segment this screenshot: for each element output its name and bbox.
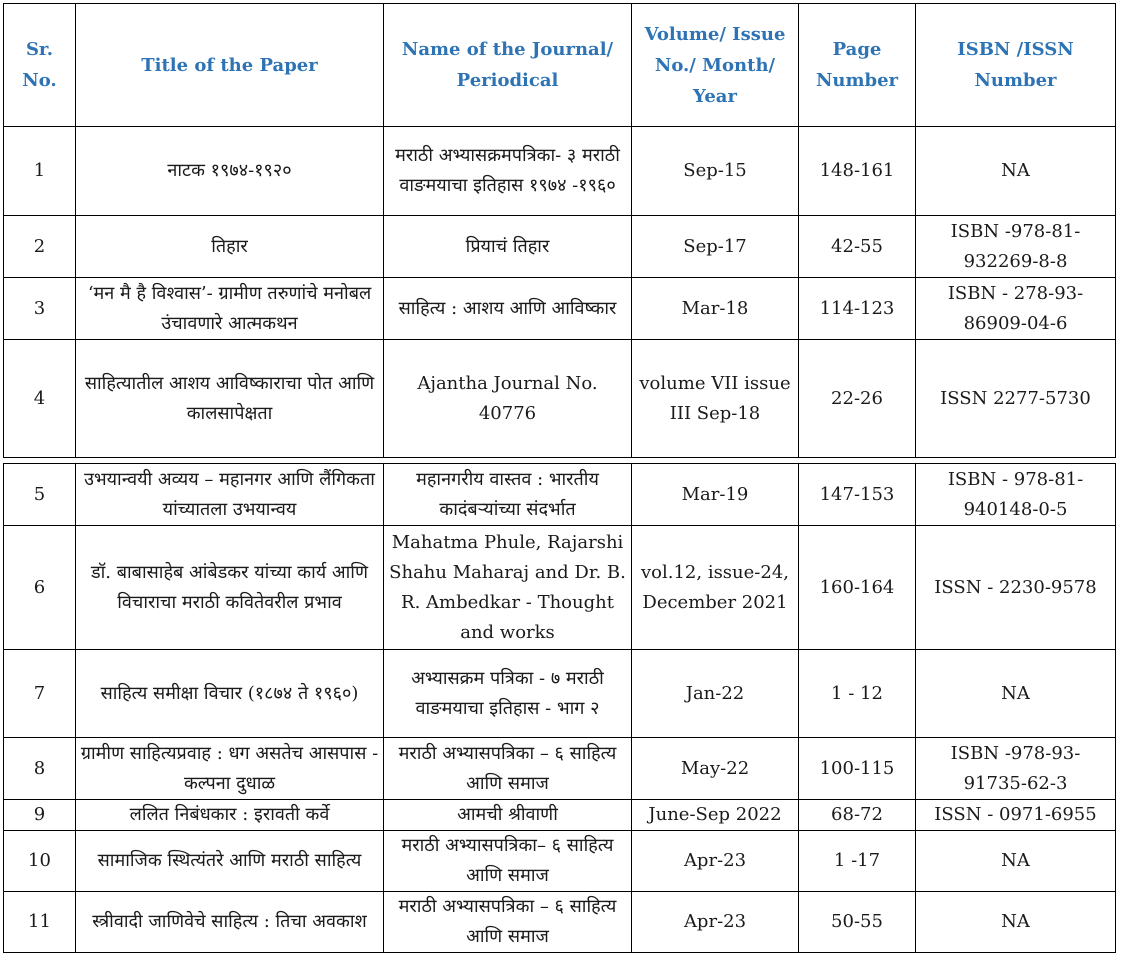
cell-page: 148-161: [799, 127, 916, 216]
cell-sr-no: 7: [4, 650, 76, 738]
header-title: Title of the Paper: [76, 4, 384, 127]
cell-title: उभयान्वयी अव्यय – महानगर आणि लैंगिकता यांच्यातला उभयान्वय: [76, 464, 384, 526]
cell-isbn: ISSN - 0971-6955: [916, 800, 1116, 831]
cell-journal: साहित्य : आशय आणि आविष्कार: [384, 278, 632, 340]
cell-journal: मराठी अभ्यासक्रमपत्रिका- ३ मराठी वाङमयाचा इतिहास १९७४ -१९६०: [384, 127, 632, 216]
cell-title: डॉ. बाबासाहेब आंबेडकर यांच्या कार्य आणि विचाराचा मराठी कवितेवरील प्रभाव: [76, 526, 384, 650]
cell-page: 114-123: [799, 278, 916, 340]
cell-sr-no: 3: [4, 278, 76, 340]
cell-journal: Ajantha Journal No. 40776: [384, 340, 632, 458]
publications-table: [3, 3, 1116, 953]
cell-sr-no: 2: [4, 216, 76, 278]
cell-title: सामाजिक स्थित्यंतरे आणि मराठी साहित्य: [76, 831, 384, 892]
cell-sr-no: 4: [4, 340, 76, 458]
cell-title: तिहार: [76, 216, 384, 278]
table-row: [4, 464, 1116, 526]
cell-journal: प्रियाचं तिहार: [384, 216, 632, 278]
cell-volume: vol.12, issue-24, December 2021: [632, 526, 799, 650]
cell-volume: volume VII issue III Sep-18: [632, 340, 799, 458]
header-journal: Name of the Journal/ Periodical: [384, 4, 632, 127]
cell-isbn: ISSN 2277-5730: [916, 340, 1116, 458]
cell-volume: Mar-19: [632, 464, 799, 526]
table-row: [4, 216, 1116, 278]
cell-title: साहित्यातील आशय आविष्काराचा पोत आणि कालसापेक्षता: [76, 340, 384, 458]
table-row: [4, 831, 1116, 892]
cell-page: 100-115: [799, 738, 916, 800]
cell-journal: आमची श्रीवाणी: [384, 800, 632, 831]
cell-page: 147-153: [799, 464, 916, 526]
cell-page: 1 - 12: [799, 650, 916, 738]
cell-volume: Apr-23: [632, 831, 799, 892]
cell-isbn: ISBN - 278-93-86909-04-6: [916, 278, 1116, 340]
cell-volume: Jan-22: [632, 650, 799, 738]
cell-page: 1 -17: [799, 831, 916, 892]
cell-sr-no: 9: [4, 800, 76, 831]
cell-journal: महानगरीय वास्तव : भारतीय कादंबऱ्यांच्या संदर्भात: [384, 464, 632, 526]
header-row: [4, 4, 1116, 127]
cell-page: 42-55: [799, 216, 916, 278]
cell-journal: मराठी अभ्यासपत्रिका– ६ साहित्य आणि समाज: [384, 831, 632, 892]
cell-isbn: NA: [916, 127, 1116, 216]
cell-page: 160-164: [799, 526, 916, 650]
cell-sr-no: 5: [4, 464, 76, 526]
table-row: [4, 738, 1116, 800]
cell-volume: Sep-15: [632, 127, 799, 216]
cell-journal: Mahatma Phule, Rajarshi Shahu Maharaj and Dr. B. R. Ambedkar - Thought and works: [384, 526, 632, 650]
header-volume: Volume/ Issue No./ Month/ Year: [632, 4, 799, 127]
cell-page: 50-55: [799, 892, 916, 953]
cell-title: नाटक १९७४-१९२०: [76, 127, 384, 216]
cell-isbn: ISBN -978-81-932269-8-8: [916, 216, 1116, 278]
cell-isbn: ISBN - 978-81-940148-0-5: [916, 464, 1116, 526]
cell-page: 22-26: [799, 340, 916, 458]
cell-volume: Apr-23: [632, 892, 799, 953]
cell-volume: May-22: [632, 738, 799, 800]
table-row: [4, 800, 1116, 831]
cell-volume: June-Sep 2022: [632, 800, 799, 831]
table-row: [4, 127, 1116, 216]
table-row: [4, 526, 1116, 650]
cell-title: ललित निबंधकार : इरावती कर्वे: [76, 800, 384, 831]
header-sr-no: Sr. No.: [4, 4, 76, 127]
cell-sr-no: 11: [4, 892, 76, 953]
cell-isbn: NA: [916, 892, 1116, 953]
cell-journal: अभ्यासक्रम पत्रिका - ७ मराठी वाङमयाचा इतिहास - भाग २: [384, 650, 632, 738]
table-row: [4, 892, 1116, 953]
cell-title: ग्रामीण साहित्यप्रवाह : धग असतेच आसपास - कल्पना दुधाळ: [76, 738, 384, 800]
cell-isbn: ISSN - 2230-9578: [916, 526, 1116, 650]
table-row: [4, 650, 1116, 738]
table-row: [4, 278, 1116, 340]
cell-title: ‘मन मै है विश्वास’- ग्रामीण तरुणांचे मनोबल उंचावणारे आत्मकथन: [76, 278, 384, 340]
cell-sr-no: 6: [4, 526, 76, 650]
cell-title: स्त्रीवादी जाणिवेचे साहित्य : तिचा अवकाश: [76, 892, 384, 953]
table-row: [4, 340, 1116, 458]
cell-isbn: NA: [916, 650, 1116, 738]
header-isbn-issn: ISBN /ISSN Number: [916, 4, 1116, 127]
cell-volume: Mar-18: [632, 278, 799, 340]
header-page-number: Page Number: [799, 4, 916, 127]
cell-volume: Sep-17: [632, 216, 799, 278]
cell-journal: मराठी अभ्यासपत्रिका – ६ साहित्य आणि समाज: [384, 738, 632, 800]
cell-isbn: NA: [916, 831, 1116, 892]
cell-sr-no: 1: [4, 127, 76, 216]
cell-isbn: ISBN -978-93-91735-62-3: [916, 738, 1116, 800]
cell-page: 68-72: [799, 800, 916, 831]
cell-journal: मराठी अभ्यासपत्रिका – ६ साहित्य आणि समाज: [384, 892, 632, 953]
cell-title: साहित्य समीक्षा विचार (१८७४ ते १९६०): [76, 650, 384, 738]
cell-sr-no: 8: [4, 738, 76, 800]
cell-sr-no: 10: [4, 831, 76, 892]
